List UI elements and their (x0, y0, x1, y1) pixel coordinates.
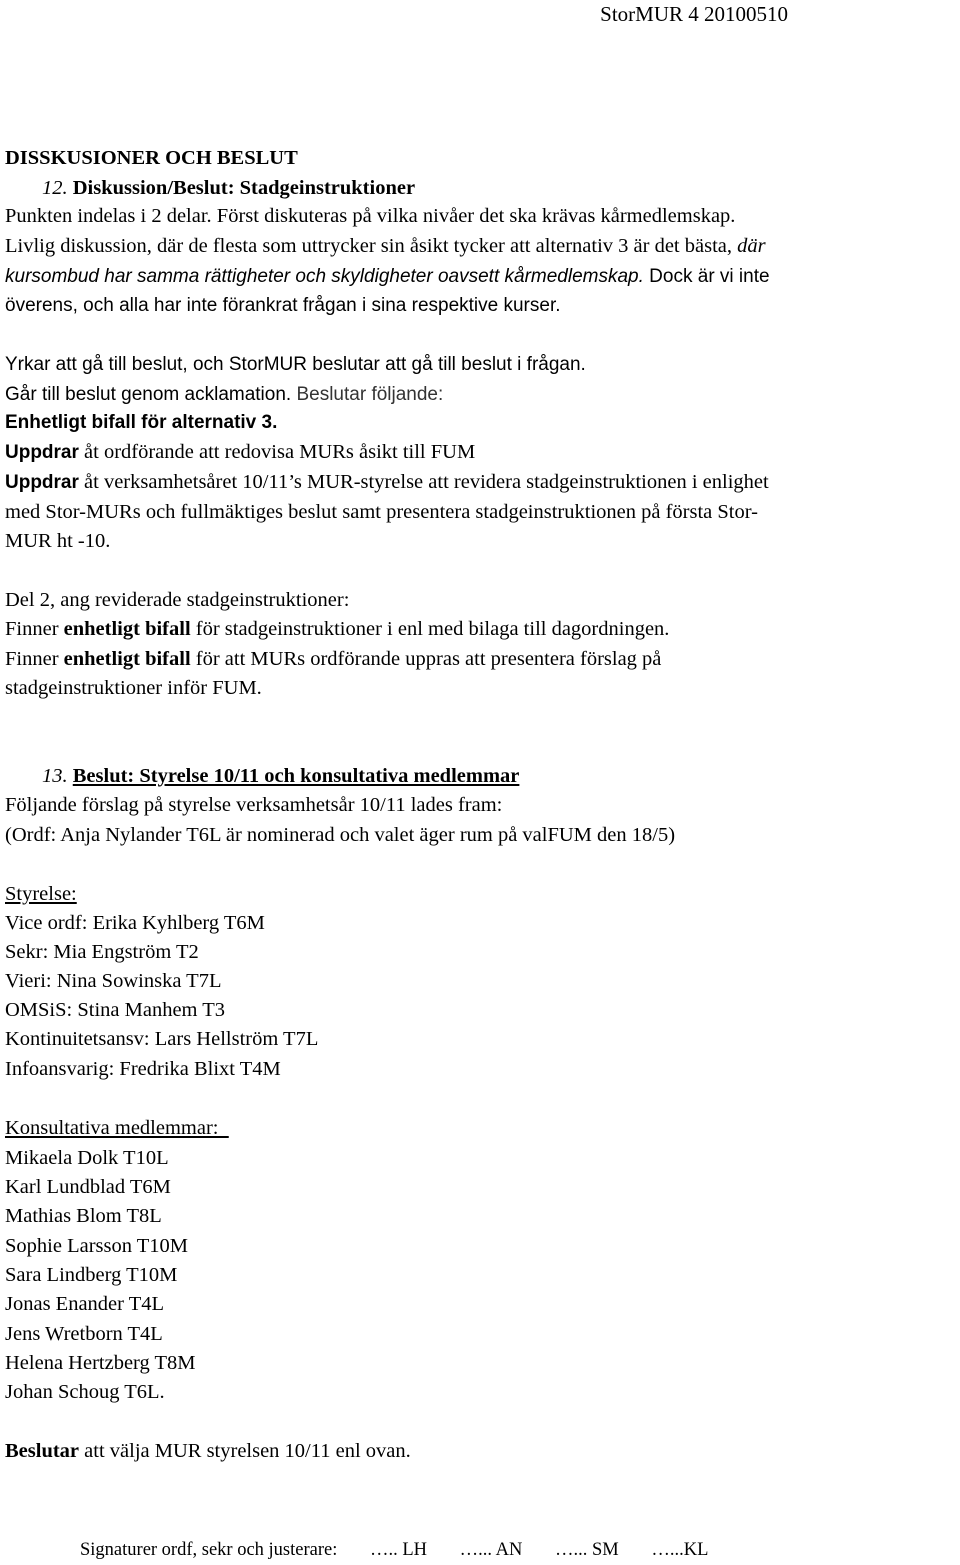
paragraph-line: Yrkar att gå till beslut, och StorMUR beslutar att gå till beslut i frågan. (5, 354, 586, 375)
bold-keyword: Uppdrar (5, 442, 79, 463)
text-run: för att MURs ordförande uppras att presentera förslag på (190, 648, 662, 670)
paragraph-line (5, 647, 661, 671)
konsult-member: Sara Lindberg T10M (5, 1264, 178, 1286)
konsult-member: Karl Lundblad T6M (5, 1176, 171, 1198)
konsult-heading: Konsultativa medlemmar: (5, 1117, 229, 1139)
item-13-heading (42, 764, 519, 788)
text-run: Finner (5, 618, 59, 640)
section-heading: DISSKUSIONER OCH BESLUT (5, 147, 298, 169)
text-run: att välja MUR styrelsen 10/11 enl ovan. (79, 1440, 411, 1462)
styrelse-member: OMSiS: Stina Manhem T3 (5, 999, 226, 1021)
item-title: Beslut: Styrelse 10/11 och konsultativa medlemmar (72, 765, 520, 787)
paragraph-line: (Ordf: Anja Nylander T6L är nominerad och valet äger rum på valFUM den 18/5) (5, 824, 676, 846)
text-run: Beslutar följande: (291, 384, 444, 405)
konsult-member: Sophie Larsson T10M (5, 1235, 188, 1257)
bold-keyword: enhetligt bifall (63, 648, 191, 670)
signature-sm: …... SM (555, 1540, 619, 1560)
signature-an: …... AN (459, 1540, 523, 1560)
item-title: Diskussion/Beslut: Stadgeinstruktioner (72, 177, 416, 199)
italic-run: där (737, 235, 766, 257)
styrelse-member: Kontinuitetsansv: Lars Hellström T7L (5, 1028, 319, 1050)
paragraph-line (5, 440, 475, 465)
bold-keyword: enhetligt bifall (63, 618, 191, 640)
styrelse-member: Vice ordf: Erika Kyhlberg T6M (5, 912, 265, 934)
styrelse-heading: Styrelse: (5, 883, 77, 905)
konsult-member: Johan Schoug T6L. (5, 1381, 165, 1403)
paragraph-line: med Stor-MURs och fullmäktiges beslut samt presentera stadgeinstruktionen på första Stor- (5, 501, 758, 523)
paragraph-line (5, 234, 766, 258)
paragraph-line (5, 264, 770, 289)
text-run: åt verksamhetsåret 10/11’s MUR-styrelse att revidera stadgeinstruktionen i enlighet (78, 471, 769, 493)
konsult-member: Mikaela Dolk T10L (5, 1147, 169, 1169)
page-header: StorMUR 4 20100510 (600, 2, 788, 26)
signature-kl: …...KL (651, 1540, 709, 1560)
paragraph-line: Följande förslag på styrelse verksamhetsår 10/11 lades fram: (5, 794, 503, 816)
paragraph-line: MUR ht -10. (5, 530, 111, 552)
styrelse-member: Infoansvarig: Fredrika Blixt T4M (5, 1058, 281, 1080)
decision-line: Enhetligt bifall för alternativ 3. (5, 412, 278, 433)
paragraph-line (5, 617, 669, 641)
italic-run: kursombud har samma rättigheter och skyldigheter oavsett kårmedlemskap. (5, 266, 644, 287)
item-number: 13. (42, 765, 68, 787)
paragraph-line (5, 470, 769, 495)
text-run: åt ordförande att redovisa MURs åsikt till FUM (78, 441, 476, 463)
signature-footer (80, 1540, 736, 1561)
paragraph-line: överens, och alla har inte förankrat frågan i sina respektive kurser. (5, 295, 561, 316)
paragraph-line (5, 382, 443, 407)
item-12-heading (42, 176, 415, 200)
bold-keyword: Uppdrar (5, 472, 79, 493)
konsult-member: Jens Wretborn T4L (5, 1323, 163, 1345)
bold-keyword: Beslutar (5, 1440, 80, 1462)
text-run: för stadgeinstruktioner i enl med bilaga till dagordningen. (190, 618, 670, 640)
paragraph-line: stadgeinstruktioner inför FUM. (5, 677, 262, 699)
text-run: Livlig diskussion, där de flesta som uttrycker sin åsikt tycker att alternativ 3 är det bästa, (5, 235, 738, 257)
konsult-member: Jonas Enander T4L (5, 1293, 165, 1315)
signature-label: Signaturer ordf, sekr och justerare: (80, 1540, 338, 1560)
item-number: 12. (42, 177, 68, 199)
text-run: Dock är vi inte (643, 266, 770, 287)
styrelse-member: Vieri: Nina Sowinska T7L (5, 970, 222, 992)
styrelse-member: Sekr: Mia Engström T2 (5, 941, 199, 963)
text-run: Går till beslut genom acklamation. (5, 384, 292, 405)
konsult-member: Mathias Blom T8L (5, 1205, 162, 1227)
konsult-member: Helena Hertzberg T8M (5, 1352, 196, 1374)
signature-lh: ….. LH (370, 1540, 428, 1560)
final-decision (5, 1439, 411, 1463)
paragraph-line: Punkten indelas i 2 delar. Först diskuteras på vilka nivåer det ska krävas kårmedlemskap. (5, 205, 736, 227)
text-run: Finner (5, 648, 59, 670)
paragraph-line: Del 2, ang reviderade stadgeinstruktioner: (5, 589, 350, 611)
